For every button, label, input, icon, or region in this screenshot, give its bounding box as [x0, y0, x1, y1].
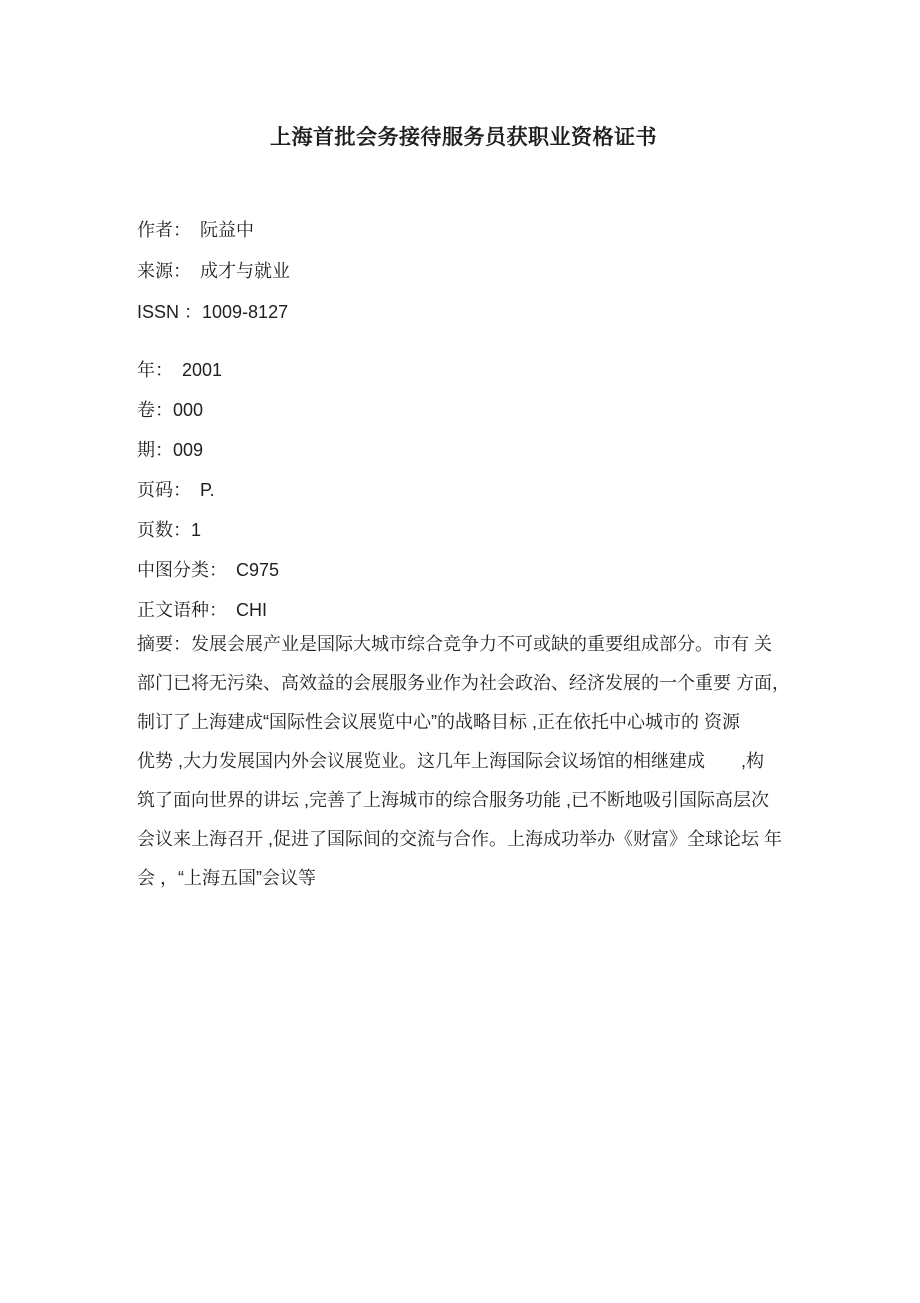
- meta-line-source: 来源： 成才与就业: [137, 261, 290, 281]
- meta-line-volume: 卷：000: [137, 400, 204, 420]
- meta-line-issn: ISSN ：1009-8127: [137, 302, 289, 322]
- meta-line-author: 作者： 阮益中: [137, 220, 254, 240]
- meta-line-clc-class: 中图分类： C975: [137, 560, 280, 580]
- meta-line-issue: 期：009: [137, 440, 204, 460]
- meta-line-page-count: 页数：1: [137, 520, 202, 540]
- page-title: 上海首批会务接待服务员获职业资格证书: [270, 126, 657, 149]
- abstract-line: 部门已将无污染、高效益的会展服务业作为社会政治、经济发展的一个重要 方面，: [137, 673, 790, 693]
- abstract-line: 制订了上海建成“国际性会议展览中心”的战略目标 ,正在依托中心城市的 资源: [137, 712, 740, 732]
- meta-line-year: 年： 2001: [137, 360, 223, 380]
- abstract-line: 摘要：发展会展产业是国际大城市综合竞争力不可或缺的重要组成部分。市有 关: [137, 634, 772, 654]
- meta-line-language: 正文语种： CHI: [137, 600, 267, 620]
- abstract-line: 优势 ,大力发展国内外会议展览业。这几年上海国际会议场馆的相继建成 ,构: [137, 751, 764, 771]
- abstract-line: 会议来上海召开 ,促进了国际间的交流与合作。上海成功举办《财富》全球论坛 年: [137, 829, 782, 849]
- abstract-block: [137, 625, 790, 898]
- meta-primary-block: [137, 210, 790, 333]
- abstract-line: 筑了面向世界的讲坛 ,完善了上海城市的综合服务功能 ,已不断地吸引国际高层次: [137, 790, 770, 810]
- meta-line-page-number: 页码： P.: [137, 480, 215, 500]
- meta-secondary-block: [137, 350, 790, 630]
- abstract-line: 会 ，“上海五国”会议等: [137, 868, 316, 888]
